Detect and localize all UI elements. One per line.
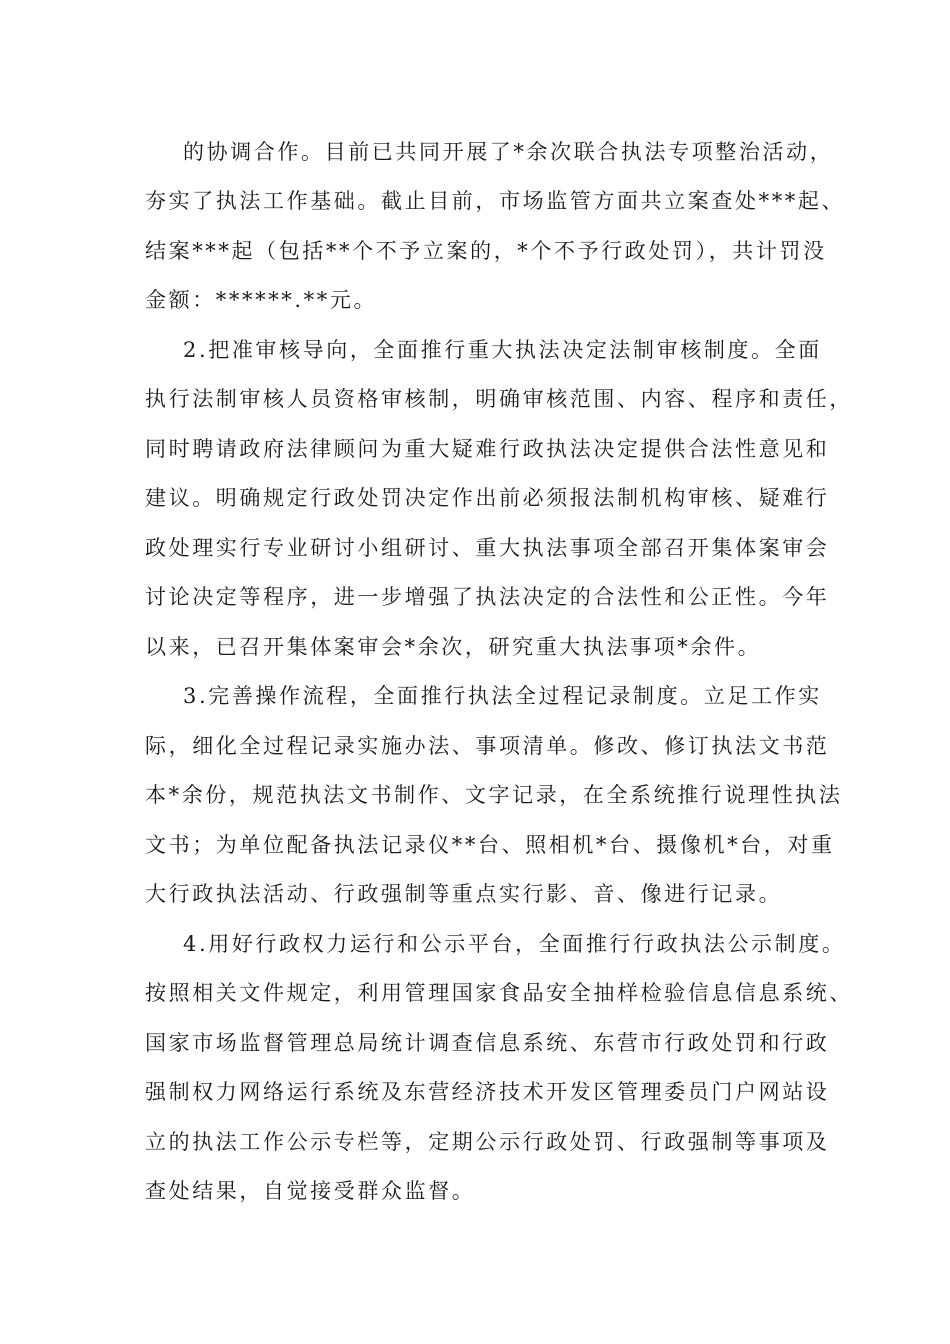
paragraph-2-line-7: 以来，已召开集体案审会*余次，研究重大执法事项*余件。	[145, 635, 762, 659]
paragraph-4-line-4: 强制权力网络运行系统及东营经济技术开发区管理委员门户网站设	[145, 1080, 830, 1104]
paragraph-4-line-6: 查处结果，自觉接受群众监督。	[145, 1179, 476, 1203]
paragraph-4-line-5: 立的执法工作公示专栏等，定期公示行政处罚、行政强制等事项及	[145, 1130, 830, 1154]
paragraph-3-line-5: 大行政执法活动、行政强制等重点实行影、音、像进行记录。	[145, 882, 783, 906]
paragraph-3-line-2: 际，细化全过程记录实施办法、事项清单。修改、修订执法文书范	[145, 734, 830, 758]
paragraph-1-line-1: 的协调合作。目前已共同开展了*余次联合执法专项整治活动，	[183, 140, 834, 164]
paragraph-1-line-2: 夯实了执法工作基础。截止目前，市场监管方面共立案查处***起、	[145, 189, 846, 213]
paragraph-4-line-1: 4.用好行政权力运行和公示平台，全面推行行政执法公示制度。	[183, 932, 846, 956]
paragraph-3-line-4: 文书；为单位配备执法记录仪**台、照相机*台、摄像机*台，对重	[145, 833, 835, 857]
paragraph-1-line-4: 金额：******.**元。	[145, 288, 378, 312]
paragraph-2-line-4: 建议。明确规定行政处罚决定作出前必须报法制机构审核、疑难行	[145, 486, 830, 510]
paragraph-4-line-3: 国家市场监督管理总局统计调查信息系统、东营市行政处罚和行政	[145, 1031, 830, 1055]
paragraph-2-line-6: 讨论决定等程序，进一步增强了执法决定的合法性和公正性。今年	[145, 585, 830, 609]
paragraph-2-line-3: 同时聘请政府法律顾问为重大疑难行政执法决定提供合法性意见和	[145, 437, 830, 461]
paragraph-3-line-3: 本*余份，规范执法文书制作、文字记录，在全系统推行说理性执法	[145, 783, 843, 807]
paragraph-1-line-3: 结案***起（包括**个不予立案的，*个不予行政处罚），共计罚没	[145, 239, 827, 263]
paragraph-2-line-1: 2.把准审核导向，全面推行重大执法决定法制审核制度。全面	[183, 338, 822, 362]
paragraph-4-line-2: 按照相关文件规定，利用管理国家食品安全抽样检验信息信息系统、	[145, 981, 853, 1005]
paragraph-3-line-1: 3.完善操作流程，全面推行执法全过程记录制度。立足工作实	[183, 684, 822, 708]
paragraph-2-line-2: 执行法制审核人员资格审核制，明确审核范围、内容、程序和责任，	[145, 387, 853, 411]
paragraph-2-line-5: 政处理实行专业研讨小组研讨、重大执法事项全部召开集体案审会	[145, 536, 830, 560]
